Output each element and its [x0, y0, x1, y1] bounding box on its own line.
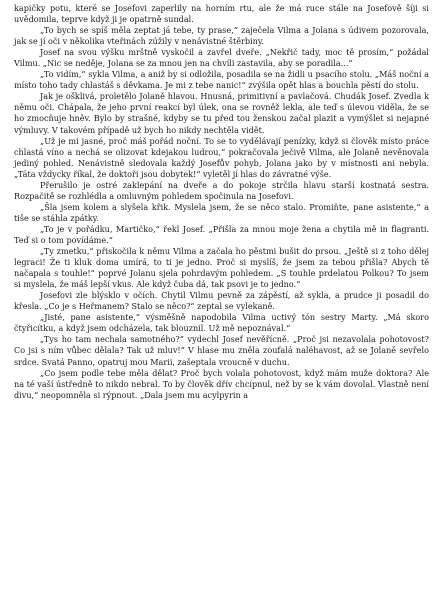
paragraph-14: „Co jsem podle tebe měla dělat? Proč bych volala pohotovost, když mám muže doktora? Ale na té vaší ústředně to nikdo nebral. To by člověk dřív chcípnul, než by se k vám dovolal. Vlastně není divu,“ neopomněla si rýpnout. „Dala jsem mu acylpyrin a — [14, 367, 429, 400]
paragraph-11: Josefovi zle blýsklo v očích. Chytil Vilmu pevně za zápěstí, až sykla, a prudce ji posadil do křesla. „Co je s Heřmanem? Stalo se něco?“ zeptal se vylekaně. — [14, 290, 429, 312]
paragraph-8: „Šla jsem kolem a slyšela křik. Myslela jsem, že se něco stalo. Promiňte, pane asistente,“ a tiše se stáhla zpátky. — [14, 201, 429, 223]
paragraph-2: „To bych se spíš měla zeptat já tebe, ty prase,“ zaječela Vilma a Jolana s údivem pozorovala, jak se jí oči v několika vteřinách zúžily v nenávistné štěrbiny. — [14, 25, 429, 47]
paragraph-9: „To je v pořádku, Martičko,“ řekl Josef. „Přišla za mnou moje žena a chytila mě in flagranti. Teď si o tom povídáme.“ — [14, 223, 429, 245]
paragraph-10: „Ty zmetku,“ přiskočila k němu Vilma a začala ho pěstmi bušit do prsou. „Ještě si z toho dělej legraci! Že ti kluk doma umírá, to ti je jedno. Proč si myslíš, že jsem za tebou přišla? Abych tě načapala s touhle!“ poprvé Jolanu sjela pohrdavým pohledem. „S touhle prdelatou Polkou? To jsem si myslela, že máš lepší vkus. Ale když čuba dá, tak psovi je to jedno.“ — [14, 246, 429, 290]
paragraph-12: „Jisté, pane asistente,“ výsměšně napodobila Vilma uctivý tón sestry Marty. „Má skoro čtyřicítku, a když jsem odcházela, tak blouznil. Už mě nepoznával.“ — [14, 312, 429, 334]
paragraph-6: „Už je mi jasné, proč máš pořád noční. To se to vydělávají penízky, když si člověk místo práce chlastá víno a nechá se olizovat kdejakou ludrou,“ pokračovala ječivě Vilma, ale Jolaně nevěnovala jediný pohled. Nenávistně sledovala každý Josefův pohyb, Jolana jako by v místnosti ani nebyla. „Táta vždycky říkal, že doktoři jsou dobytek!“ vyletěl jí hlas do závratné výše. — [14, 135, 429, 179]
paragraph-5: Jak je ošklivá, proletělo Jolaně hlavou. Hnusná, primitivní a pavlačová. Chudák Josef. Zvedla k němu oči. Chápala, že jeho první reakcí byl úlek, ona se rovněž lekla, ale teď s úlevou viděla, že se ho zmocňuje hněv. Bylo by strašné, kdyby se tu před tou ženskou začal plazit a vymýšlet si nejapné výmluvy. V takovém případě už bych ho nikdy nechtěla vidět. — [14, 91, 429, 135]
paragraph-1: kapičky potu, které se Josefovi zaperlily na horním rtu, ale že má ruce stále na Josefově šíji si uvědomila, teprve když ji je opatrně sundal. — [14, 3, 429, 25]
paragraph-13: „Tys ho tam nechala samotného?“ vydechl Josef nevěřícně. „Proč jsi nezavolala pohotovost? Co jsi s ním vůbec dělala? Tak už mluv!“ V hlase mu zněla zoufalá naléhavost, až se Jolaně sevřelo srdce. Svatá Panno, opatruj mou Marii, zašeptala vroucně v duchu. — [14, 334, 429, 367]
paragraph-7: Přerušilo je ostré zaklepání na dveře a do pokoje strčila hlavu starší kostnatá sestra. Rozpačitě se rozhlédla a omluvným pohledem spočinula na Josefovi. — [14, 179, 429, 201]
paragraph-3: Josef na svou výšku mrštně vyskočil a zavřel dveře. „Nekřič tady, moc tě prosím,“ požádal Vilmu. „Nic se neděje, Jolana se za mnou jen na chvíli zastavila, aby se poradila...“ — [14, 47, 429, 69]
paragraph-4: „To vidím,“ sykla Vilma, a aniž by si odložila, posadila se na židli u psacího stolu. „Máš noční a místo toho tady chlastáš s děvkama. Je mi z tebe nanic!“ zvýšila opět hlas a bouchla pěstí do stolu. — [14, 69, 429, 91]
